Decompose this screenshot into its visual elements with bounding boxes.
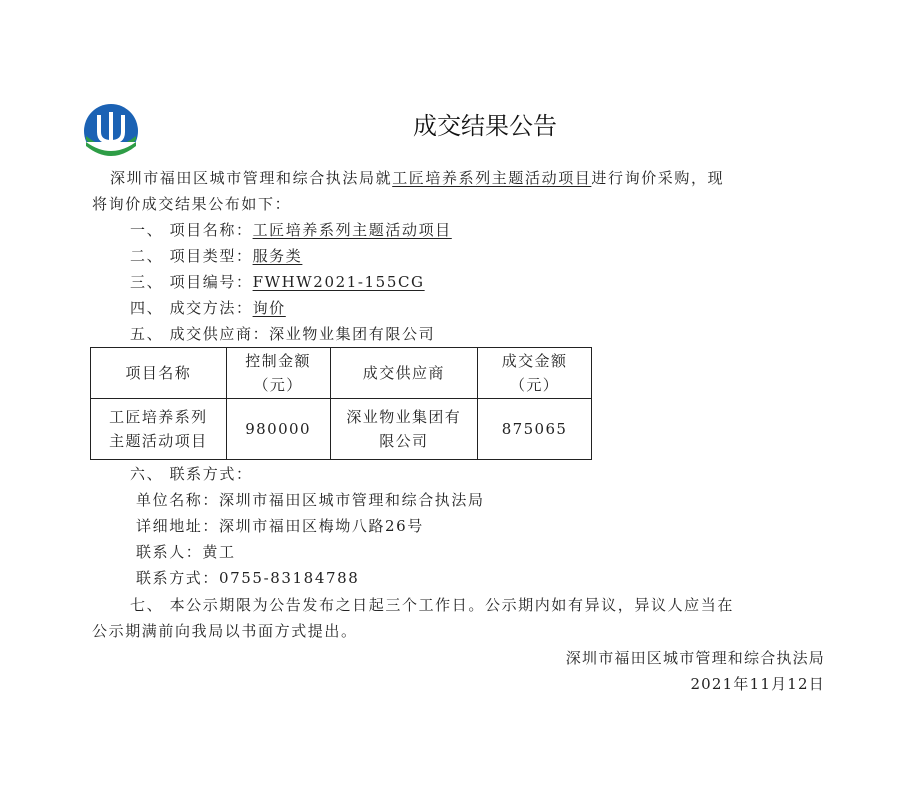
page-title: 成交结果公告: [413, 112, 557, 140]
footer-date: 2021年11月12日: [690, 675, 825, 693]
item-method-value: 询价: [252, 299, 286, 317]
item-project-name: [130, 220, 452, 240]
item-project-type-value: 服务类: [252, 247, 303, 265]
item-method-label: 四、 成交方法：: [130, 299, 253, 317]
table-row: [91, 399, 592, 460]
item-project-type: [130, 246, 302, 266]
intro-suffix: 进行询价采购，现: [591, 169, 725, 187]
intro-line-1: [110, 168, 724, 188]
cell-supplier: 深业物业集团有 限公司: [330, 399, 478, 460]
item-project-type-label: 二、 项目类型：: [130, 247, 253, 265]
header-supplier: 成交供应商: [330, 348, 478, 399]
item-supplier-label: 五、 成交供应商：: [130, 325, 270, 343]
item-method: [130, 298, 286, 318]
contact-person: 联系人：黄工: [136, 543, 236, 561]
notice-line-1: 七、 本公示期限为公告发布之日起三个工作日。公示期内如有异议，异议人应当在: [130, 596, 734, 614]
item-supplier-value: 深业物业集团有限公司: [269, 325, 436, 343]
item-project-name-value: 工匠培养系列主题活动项目: [252, 221, 452, 239]
intro-line-2: 将询价成交结果公布如下：: [92, 195, 292, 213]
cell-control-amount: 980000: [226, 399, 330, 460]
contact-heading: 六、 联系方式：: [130, 465, 253, 483]
intro-prefix: 深圳市福田区城市管理和综合执法局就: [110, 169, 393, 187]
item-supplier: [130, 324, 435, 344]
intro-project-name: 工匠培养系列主题活动项目: [392, 169, 592, 187]
item-project-code-label: 三、 项目编号：: [130, 273, 253, 291]
cell-project-name: 工匠培养系列 主题活动项目: [91, 399, 227, 460]
notice-line-2: 公示期满前向我局以书面方式提出。: [92, 622, 358, 640]
result-table: [90, 347, 592, 460]
contact-phone: 联系方式：0755-83184788: [136, 569, 360, 587]
footer-org: 深圳市福田区城市管理和综合执法局: [565, 649, 825, 667]
item-project-name-label: 一、 项目名称：: [130, 221, 253, 239]
header-control-amount: 控制金额 （元）: [226, 348, 330, 399]
item-project-code: [130, 272, 425, 292]
item-project-code-value: FWHW2021-155CG: [252, 273, 425, 291]
table-header-row: [91, 348, 592, 399]
cell-deal-amount: 875065: [478, 399, 592, 460]
header-deal-amount: 成交金额 （元）: [478, 348, 592, 399]
contact-unit: 单位名称：深圳市福田区城市管理和综合执法局: [136, 491, 485, 509]
header-project-name: 项目名称: [91, 348, 227, 399]
contact-address: 详细地址：深圳市福田区梅坳八路26号: [136, 517, 424, 535]
